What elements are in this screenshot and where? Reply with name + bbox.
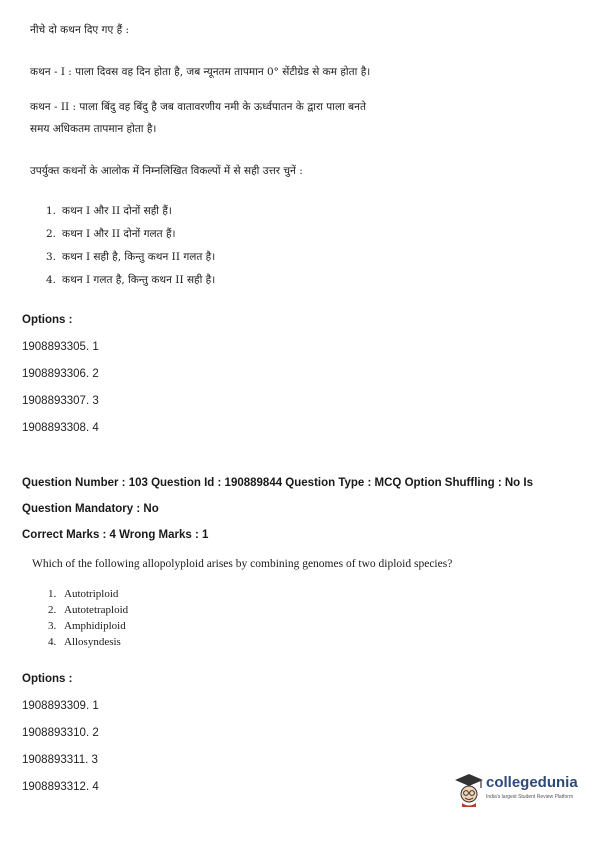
option-id: 1908893306. 2: [22, 368, 99, 380]
question-mandatory: Question Mandatory : No: [22, 503, 159, 515]
logo-wordmark: collegedunia: [486, 774, 578, 791]
graduate-cap-icon: [454, 772, 484, 808]
collegedunia-logo: [454, 770, 584, 812]
choice-item: 4. Allosyndesis: [48, 636, 121, 648]
question-intro: [30, 23, 560, 38]
statement-2: कथन - II : पाला बिंदु वह बिंदु है जब वातावरणीय नमी के ऊर्ध्वपातन के द्वारा पाला बनते समय अधिकतम तापमान होता है।: [30, 101, 366, 135]
choice-list-prev: [46, 200, 215, 292]
choice-item: 4. कथन I गलत है, किन्तु कथन II सही है।: [46, 274, 216, 286]
option-id: 1908893305. 1: [22, 341, 99, 353]
statement-1: कथन - I : पाला दिवस वह दिन होता है, जब न्यूनतम तापमान 0° सेंटीग्रेड से कम होता है।: [30, 66, 371, 78]
question-text: Which of the following allopolyploid arises by combining genomes of two diploid species?: [32, 558, 453, 570]
choice-list-103: [48, 586, 128, 650]
choice-item: 1. कथन I और II दोनों सही हैं।: [46, 205, 172, 217]
options-label: Options :: [22, 314, 73, 326]
choice-item: 2. Autotetraploid: [48, 604, 129, 616]
choice-item: 3. कथन I सही है, किन्तु कथन II गलत है।: [46, 251, 216, 263]
options-label: Options :: [22, 673, 73, 685]
choice-item: 1. Autotriploid: [48, 588, 119, 600]
option-id: 1908893307. 3: [22, 395, 99, 407]
choice-item: 2. कथन I और II दोनों गलत हैं।: [46, 228, 176, 240]
marks-line: Correct Marks : 4 Wrong Marks : 1: [22, 529, 209, 541]
option-id: 1908893308. 4: [22, 422, 99, 434]
choice-item: 3. Amphidiploid: [48, 620, 126, 632]
option-id: 1908893311. 3: [22, 754, 98, 766]
option-id: 1908893310. 2: [22, 727, 99, 739]
option-id: 1908893309. 1: [22, 700, 99, 712]
option-id: 1908893312. 4: [22, 781, 99, 793]
logo-tagline: India's largest Student Review Platform: [486, 794, 574, 800]
question-meta: Question Number : 103 Question Id : 190889844 Question Type : MCQ Option Shuffling : No Is: [22, 477, 533, 489]
intro-text: नीचे दो कथन दिए गए हैं :: [30, 24, 130, 36]
question-prompt: उपर्युक्त कथनों के आलोक में निम्नलिखित विकल्पों में से सही उत्तर चुनें :: [30, 165, 303, 177]
